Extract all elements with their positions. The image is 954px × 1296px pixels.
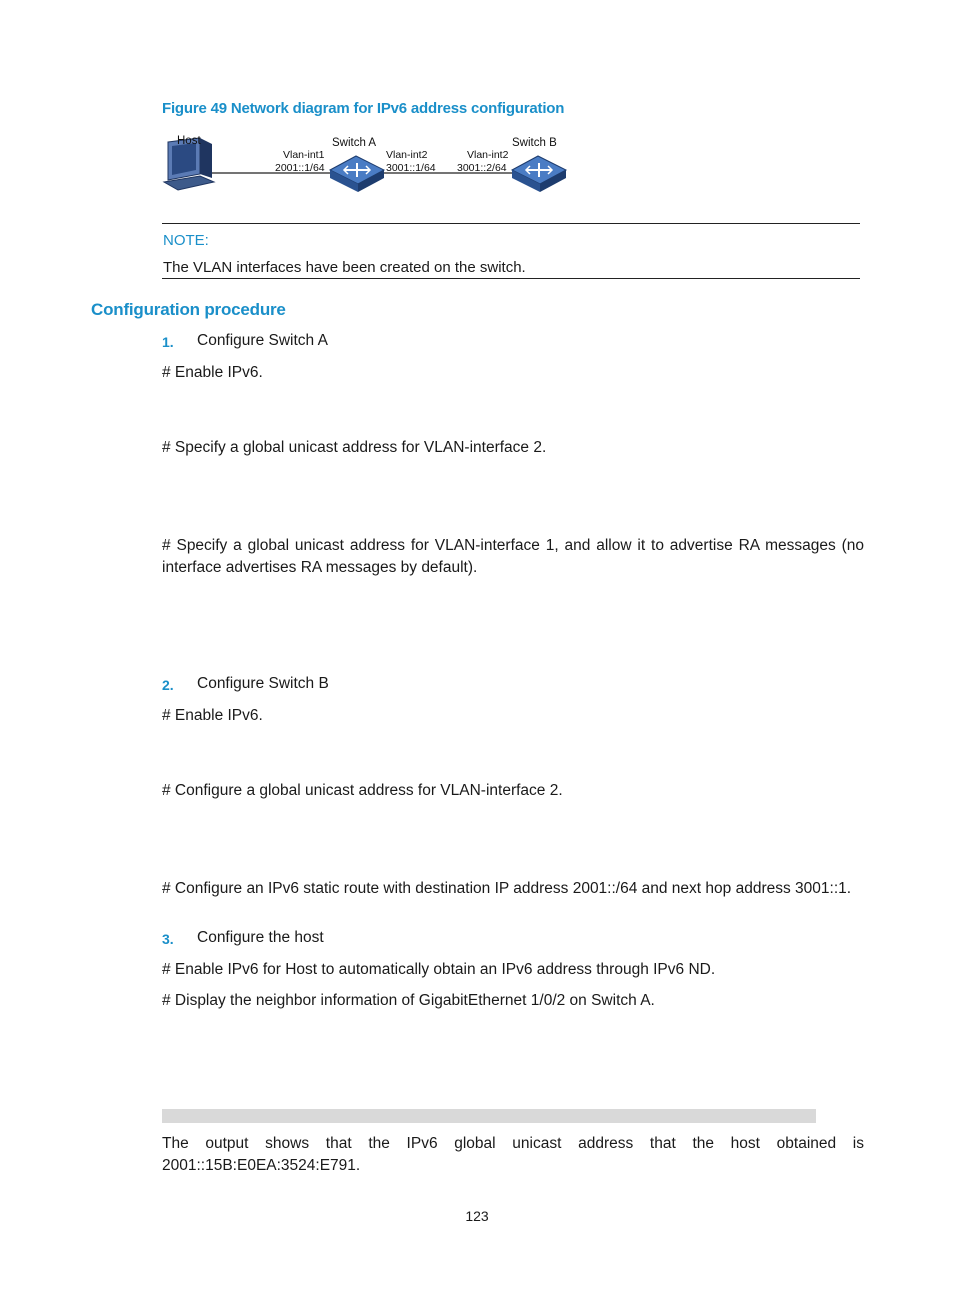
section-heading: Configuration procedure	[91, 300, 286, 319]
switch-a-icon	[330, 156, 384, 192]
link2-interface-b-label: Vlan-int2	[467, 149, 509, 161]
step-2-para-1: # Enable IPv6.	[162, 707, 263, 724]
step-1-para-2: # Specify a global unicast address for VLAN-interface 2.	[162, 439, 547, 456]
step-2-number: 2.	[162, 677, 174, 693]
link2-address-b-label: 3001::2/64	[457, 162, 507, 174]
step-1-para-3: # Specify a global unicast address for VLAN-interface 1, and allow it to advertise RA messages (no interface advertises RA messages by default).	[162, 537, 864, 576]
network-diagram	[160, 128, 580, 198]
switch-a-label: Switch A	[332, 137, 377, 149]
step-2-para-3: # Configure an IPv6 static route with destination IP address 2001::/64 and next hop address 3001::1.	[162, 880, 852, 897]
host-label: Host	[177, 135, 201, 147]
link1-interface-label: Vlan-int1	[283, 149, 325, 161]
command-output-bar	[162, 1109, 816, 1123]
step-3-para-1: # Enable IPv6 for Host to automatically obtain an IPv6 address through IPv6 ND.	[162, 961, 716, 978]
step-1-para-1: # Enable IPv6.	[162, 364, 263, 381]
step-2-label: Configure Switch B	[197, 675, 329, 692]
note-title: NOTE:	[163, 232, 209, 249]
conclusion-line-2: 2001::15B:E0EA:3524:E791.	[162, 1157, 361, 1174]
note-top-rule	[162, 223, 860, 224]
step-1-number: 1.	[162, 334, 174, 350]
figure-caption: Figure 49 Network diagram for IPv6 address configuration	[162, 100, 565, 117]
conclusion-line-1: The output shows that the IPv6 global unicast address that the host obtained is	[162, 1135, 864, 1152]
note-bottom-rule	[162, 278, 860, 279]
step-2-para-2: # Configure a global unicast address for VLAN-interface 2.	[162, 782, 563, 799]
link1-address-label: 2001::1/64	[275, 162, 325, 174]
page-number: 123	[465, 1208, 489, 1224]
switch-b-icon	[512, 156, 566, 192]
step-1-label: Configure Switch A	[197, 332, 328, 349]
step-3-para-2: # Display the neighbor information of GigabitEthernet 1/0/2 on Switch A.	[162, 992, 655, 1009]
switch-b-label: Switch B	[512, 137, 557, 149]
step-3-number: 3.	[162, 931, 174, 947]
note-text: The VLAN interfaces have been created on the switch.	[163, 259, 526, 276]
link2-address-a-label: 3001::1/64	[386, 162, 436, 174]
step-3-label: Configure the host	[197, 929, 324, 946]
link2-interface-a-label: Vlan-int2	[386, 149, 428, 161]
